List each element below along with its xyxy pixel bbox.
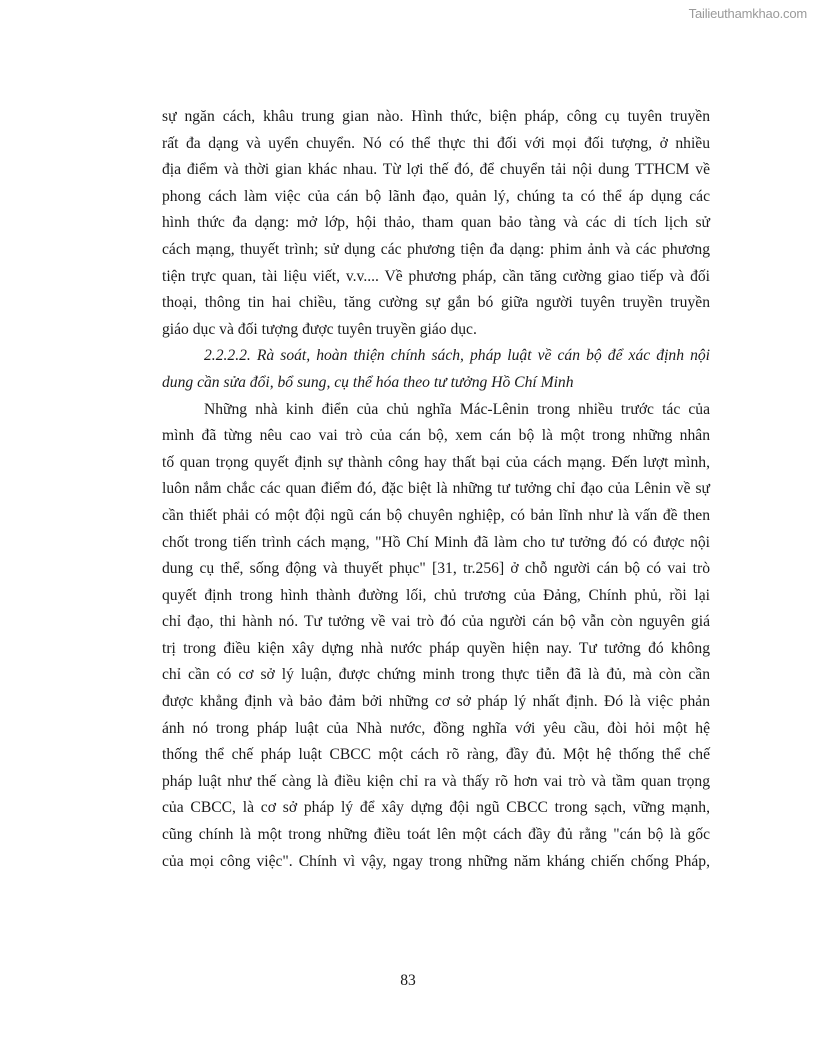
text-line: giáo dục và đối tượng được tuyên truyền giáo dục. (162, 320, 477, 338)
text-line: rất đa dạng và uyển chuyển. Nó có thể thực thi đối với mọi đối tượng, ở nhiều (162, 134, 710, 152)
text-line: cũng chính là một trong những điều toát lên một cách đầy đủ rằng "cán bộ là gốc (162, 826, 710, 844)
text-line: của mọi công việc". Chính vì vậy, ngay trong những năm kháng chiến chống Pháp, (162, 852, 710, 870)
watermark: Tailieuthamkhao.com (688, 6, 807, 21)
paragraph-1 (162, 104, 710, 343)
text-line: tiện trực quan, tài liệu viết, v.v.... Về phương pháp, cần tăng cường giao tiếp và đối (162, 267, 710, 285)
text-line: trị trong điều kiện xây dựng nhà nước pháp quyền hiện nay. Tư tưởng đó không (162, 639, 710, 657)
text-line: chỉ đạo, thi hành nó. Tư tưởng về vai trò đó của người cán bộ vẫn còn nguyên giá (162, 613, 710, 631)
text-line: phong cách làm việc của cán bộ lãnh đạo, quản lý, chúng ta có thể áp dụng các (162, 187, 710, 205)
section-heading (162, 343, 710, 396)
text-line: cần thiết phải có một đội ngũ cán bộ chuyên nghiệp, có bản lĩnh như là vấn đề then (162, 506, 710, 524)
text-line: của CBCC, là cơ sở pháp lý để xây dựng đội ngũ CBCC trong sạch, vững mạnh, (162, 799, 710, 817)
text-line: luôn nắm chắc các quan điểm đó, đặc biệt là những tư tưởng chỉ đạo của Lênin về sự (162, 480, 710, 498)
heading-line: dung cần sửa đổi, bổ sung, cụ thể hóa theo tư tưởng Hồ Chí Minh (162, 373, 574, 391)
text-line: thống thể chế pháp luật CBCC một cách rõ ràng, đầy đủ. Một hệ thống thể chế (162, 746, 710, 764)
text-line: dung cụ thể, sống động và thuyết phục" [31, tr.256] ở chỗ người cán bộ có vai trò (162, 560, 710, 578)
text-line: thoại, thông tin hai chiều, tăng cường sự gắn bó giữa người tuyên truyền truyền (162, 294, 710, 312)
text-line: ánh nó trong pháp luật của Nhà nước, đồng nghĩa với yêu cầu, đòi hỏi một hệ (162, 719, 710, 737)
text-line: Những nhà kinh điển của chủ nghĩa Mác-Lênin trong nhiều trước tác của (204, 400, 710, 418)
text-line: sự ngăn cách, khâu trung gian nào. Hình thức, biện pháp, công cụ tuyên truyền (162, 108, 710, 125)
text-line: tố quan trọng quyết định sự thành công hay thất bại của cách mạng. Đến lượt mình, (162, 453, 710, 471)
heading-line: 2.2.2.2. Rà soát, hoàn thiện chính sách, pháp luật về cán bộ để xác định nội (204, 347, 710, 365)
paragraph-2 (162, 397, 710, 876)
text-line: hình thức đa dạng: mở lớp, hội thảo, tham quan bảo tàng và các di tích lịch sử (162, 214, 710, 232)
text-line: quyết định trong hình thành đường lối, chủ trương của Đảng, Chính phủ, rồi lại (162, 586, 710, 604)
text-line: cách mạng, thuyết trình; sử dụng các phương tiện đa dạng: phim ảnh và các phương (162, 240, 710, 258)
text-line: pháp luật như thế càng là điều kiện chỉ ra và thấy rõ hơn vai trò và tầm quan trọng (162, 772, 710, 790)
page-content (162, 104, 710, 875)
text-line: mình đã từng nêu cao vai trò của cán bộ, xem cán bộ là một trong những nhân (162, 427, 710, 445)
page-number: 83 (400, 972, 416, 989)
text-line: được khẳng định và bảo đảm bởi những cơ sở pháp lý nhất định. Đó là việc phản (162, 693, 710, 711)
text-line: chỉ cần có cơ sở lý luận, được chứng minh trong thực tiễn đã là đủ, mà còn cần (162, 666, 710, 684)
text-line: địa điểm và thời gian khác nhau. Từ lợi thế đó, để chuyển tải nội dung TTHCM về (162, 161, 710, 179)
text-line: chốt trong tiến trình cách mạng, "Hồ Chí Minh đã làm cho tư tưởng đó có được nội (162, 533, 710, 551)
